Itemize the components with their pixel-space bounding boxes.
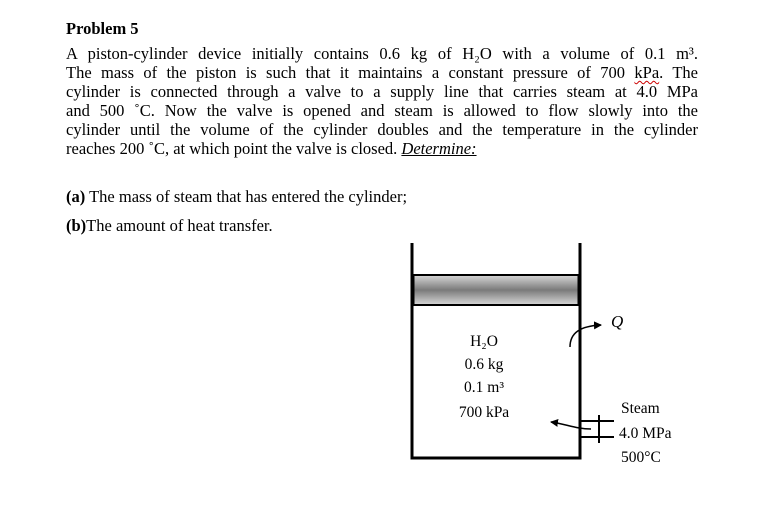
steam-inflow-arrow bbox=[551, 422, 591, 429]
statement-line-2: The mass of the piston is such that it maintains a constant pressure of 700 kPa. The bbox=[66, 63, 698, 82]
contents-substance: H₂O bbox=[470, 333, 498, 350]
contents-volume: 0.1 m³ bbox=[464, 379, 504, 396]
supply-name: Steam bbox=[621, 400, 660, 417]
contents-pressure: 700 kPa bbox=[458, 404, 510, 421]
determine-label: Determine: bbox=[401, 139, 477, 158]
supply-pressure: 4.0 MPa bbox=[619, 425, 672, 442]
heat-transfer-arrow bbox=[570, 325, 601, 347]
piston bbox=[414, 275, 579, 305]
statement-line-5: cylinder until the volume of the cylinder doubles and the temperature in the cylinder bbox=[66, 120, 698, 139]
statement-line-4: and 500 ˚C. Now the valve is opened and steam is allowed to flow slowly into the bbox=[66, 101, 698, 120]
heat-label-q: Q bbox=[611, 312, 624, 331]
statement-line-3: cylinder is connected through a valve to a supply line that carries steam at 4.0 MPa bbox=[66, 82, 698, 101]
statement-line-1: A piston-cylinder device initially contains 0.6 kg of H₂O with a volume of 0.1 m³. bbox=[66, 44, 698, 63]
statement-line-6: reaches 200 ˚C, at which point the valve is closed. Determine: bbox=[66, 139, 477, 158]
question-b: (b)The amount of heat transfer. bbox=[66, 216, 273, 235]
problem-title: Problem 5 bbox=[66, 19, 139, 38]
contents-mass: 0.6 kg bbox=[464, 356, 504, 373]
question-a: (a) The mass of steam that has entered the cylinder; bbox=[66, 187, 408, 206]
supply-temperature: 500°C bbox=[621, 449, 661, 466]
spellcheck-kpa: kPa bbox=[634, 63, 660, 82]
